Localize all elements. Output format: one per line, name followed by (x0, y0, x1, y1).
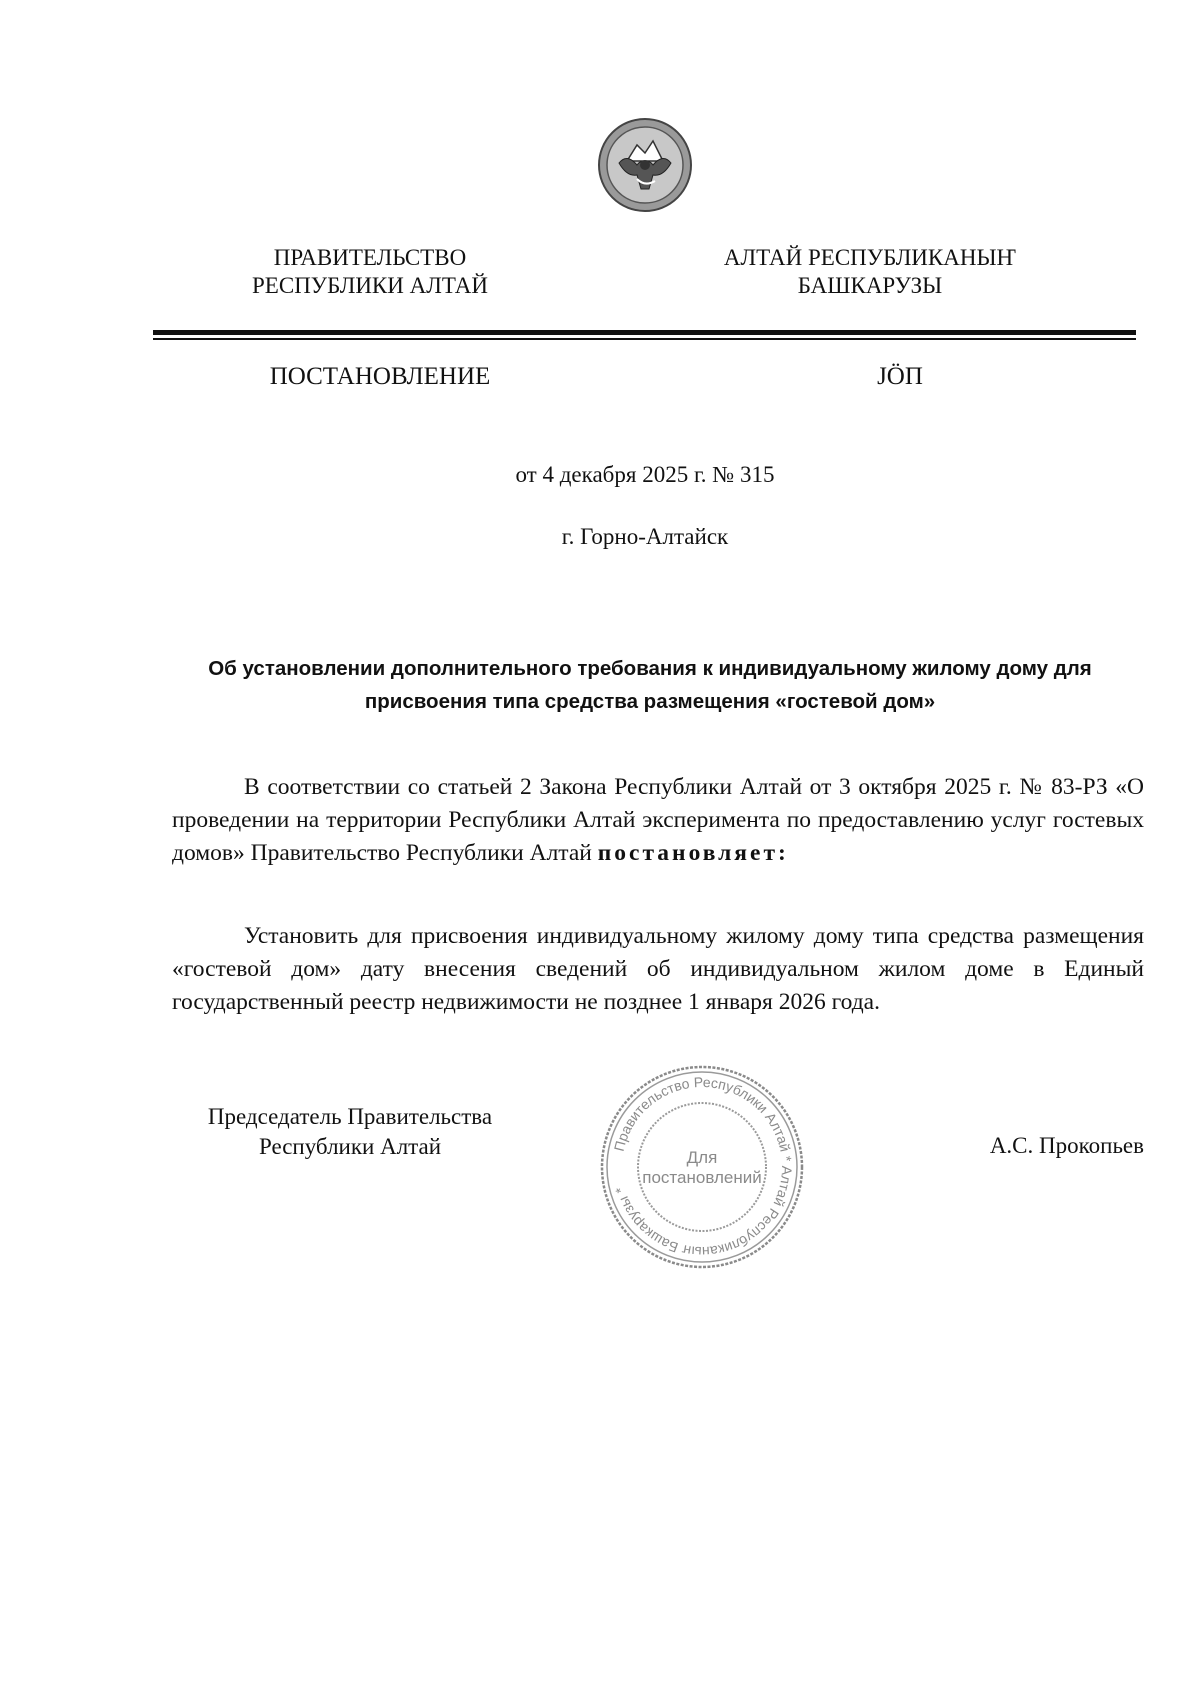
resolution-paragraph: Установить для присвоения индивидуальному жилому дому типа средства размещения «гостевой дом» дату внесения сведений об индивидуальном жилом доме в Единый государственный реестр недвижимости не позднее 1 января 2026 года. (172, 923, 1144, 1015)
signatory-position-line1: Председатель Правительства (207, 1104, 493, 1129)
org-left-line2: РЕСПУБЛИКИ АЛТАЙ (252, 273, 488, 298)
official-stamp (598, 1063, 806, 1271)
document-city: г. Горно-Алтайск (561, 524, 729, 549)
header-divider-thin (153, 338, 1136, 340)
org-name-russian (190, 244, 550, 300)
doc-type-russian: ПОСТАНОВЛЕНИЕ (269, 363, 491, 390)
doc-type-altai: JӦП (877, 363, 923, 390)
document-title (160, 652, 1140, 718)
coat-of-arms-icon (597, 117, 693, 213)
title-line2: присвоения типа средства размещения «гостевой дом» (364, 690, 936, 713)
org-name-altai (690, 244, 1050, 300)
stamp-center-line2: постановлений (642, 1168, 762, 1187)
org-right-line2: БАШКАРУЗЫ (797, 273, 943, 298)
signatory-position (180, 1102, 520, 1162)
stamp-ring-text: Правительство Республики Алтай * Алтай Республиканыҥ Башкарузы * (610, 1073, 796, 1261)
resolves-colon: : (778, 840, 789, 866)
title-line1: Об установлении дополнительного требования к индивидуальному жилому дому для (208, 657, 1092, 680)
org-right-line1: АЛТАЙ РЕСПУБЛИКАНЫҤ (723, 245, 1017, 270)
header-divider-thick (153, 330, 1136, 335)
org-left-line1: ПРАВИТЕЛЬСТВО (273, 245, 467, 270)
preamble-paragraph (172, 771, 1144, 870)
preamble-text: В соответствии со статьей 2 Закона Республики Алтай от 3 октября 2025 г. № 83-РЗ «О проведении на территории Республики Алтай эксперимента по предоставлению услуг гостевых домов» Правительство Республики Алтай (172, 774, 1144, 866)
signatory-position-line2: Республики Алтай (258, 1134, 442, 1159)
resolves-keyword: постановляет (597, 840, 778, 866)
document-date-number: от 4 декабря 2025 г. № 315 (515, 462, 775, 487)
stamp-center-line1: Для (686, 1148, 718, 1167)
signatory-name: А.С. Прокопьев (989, 1133, 1144, 1158)
